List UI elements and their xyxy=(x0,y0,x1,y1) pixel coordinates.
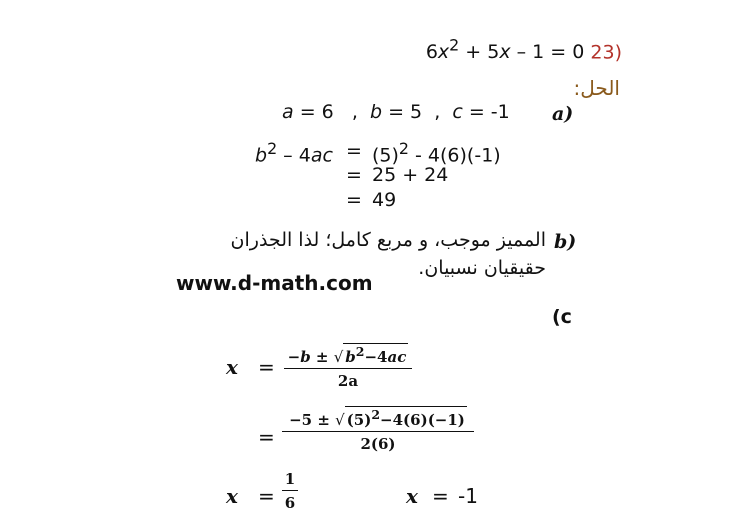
part-a-coefficients: a = 6 , b = 5 , c = -1 xyxy=(282,101,510,123)
eq-sign-2: = xyxy=(258,425,275,449)
x-var-2: x xyxy=(226,484,238,508)
formula-numerator: −b ± √ $b^2-4ac$ xyxy=(287,344,407,366)
problem-header xyxy=(426,36,622,63)
part-b-label: b) xyxy=(554,231,577,253)
step-eq-2: = xyxy=(346,164,362,186)
root-one-denominator: 6 xyxy=(284,494,296,512)
substituted-formula xyxy=(282,406,474,453)
step-eq-3: = xyxy=(346,189,362,211)
watermark-url: www.d-math.com xyxy=(176,271,373,295)
x-var-1: x xyxy=(226,355,238,379)
quadratic-formula xyxy=(284,343,412,390)
step-eq-1: = xyxy=(346,140,362,162)
problem-number: 23) xyxy=(590,41,622,64)
step-expr-1: $(5)^2 - 4(6)(-1)$ xyxy=(372,139,501,167)
step-expr-2: 25 + 24 xyxy=(372,164,449,186)
solution-label: الحل: xyxy=(573,76,620,100)
eq-sign-3: = xyxy=(258,484,275,508)
x-var-3: x xyxy=(406,484,418,508)
root-two: -1 xyxy=(458,484,478,508)
step-expr-3: 49 xyxy=(372,189,397,211)
substituted-denominator: 2(6) xyxy=(360,435,396,453)
problem-equation: $6x^2 + 5x - 1 = 0$ xyxy=(425,36,585,64)
part-b-line2: حقيقيان نسبيان. xyxy=(418,257,546,279)
part-c-label: (c xyxy=(552,306,572,328)
formula-denominator: 2a xyxy=(337,372,359,390)
part-a-label: a) xyxy=(552,103,574,125)
eq-sign-1: = xyxy=(258,355,275,379)
substituted-bar xyxy=(282,431,474,432)
root-one-fraction xyxy=(282,470,298,512)
part-b-line1: المميز موجب، و مربع كامل؛ لذا الجذران xyxy=(230,229,546,251)
eq-sign-4: = xyxy=(432,484,449,508)
formula-bar xyxy=(284,368,412,369)
root-one-bar xyxy=(282,490,298,491)
substituted-numerator: −5 ± √ $(5)^2-4(6)(-1)$ xyxy=(289,407,465,429)
discriminant-lhs: $b^2 - 4ac$ xyxy=(255,139,333,167)
root-one-numerator: 1 xyxy=(284,470,296,488)
